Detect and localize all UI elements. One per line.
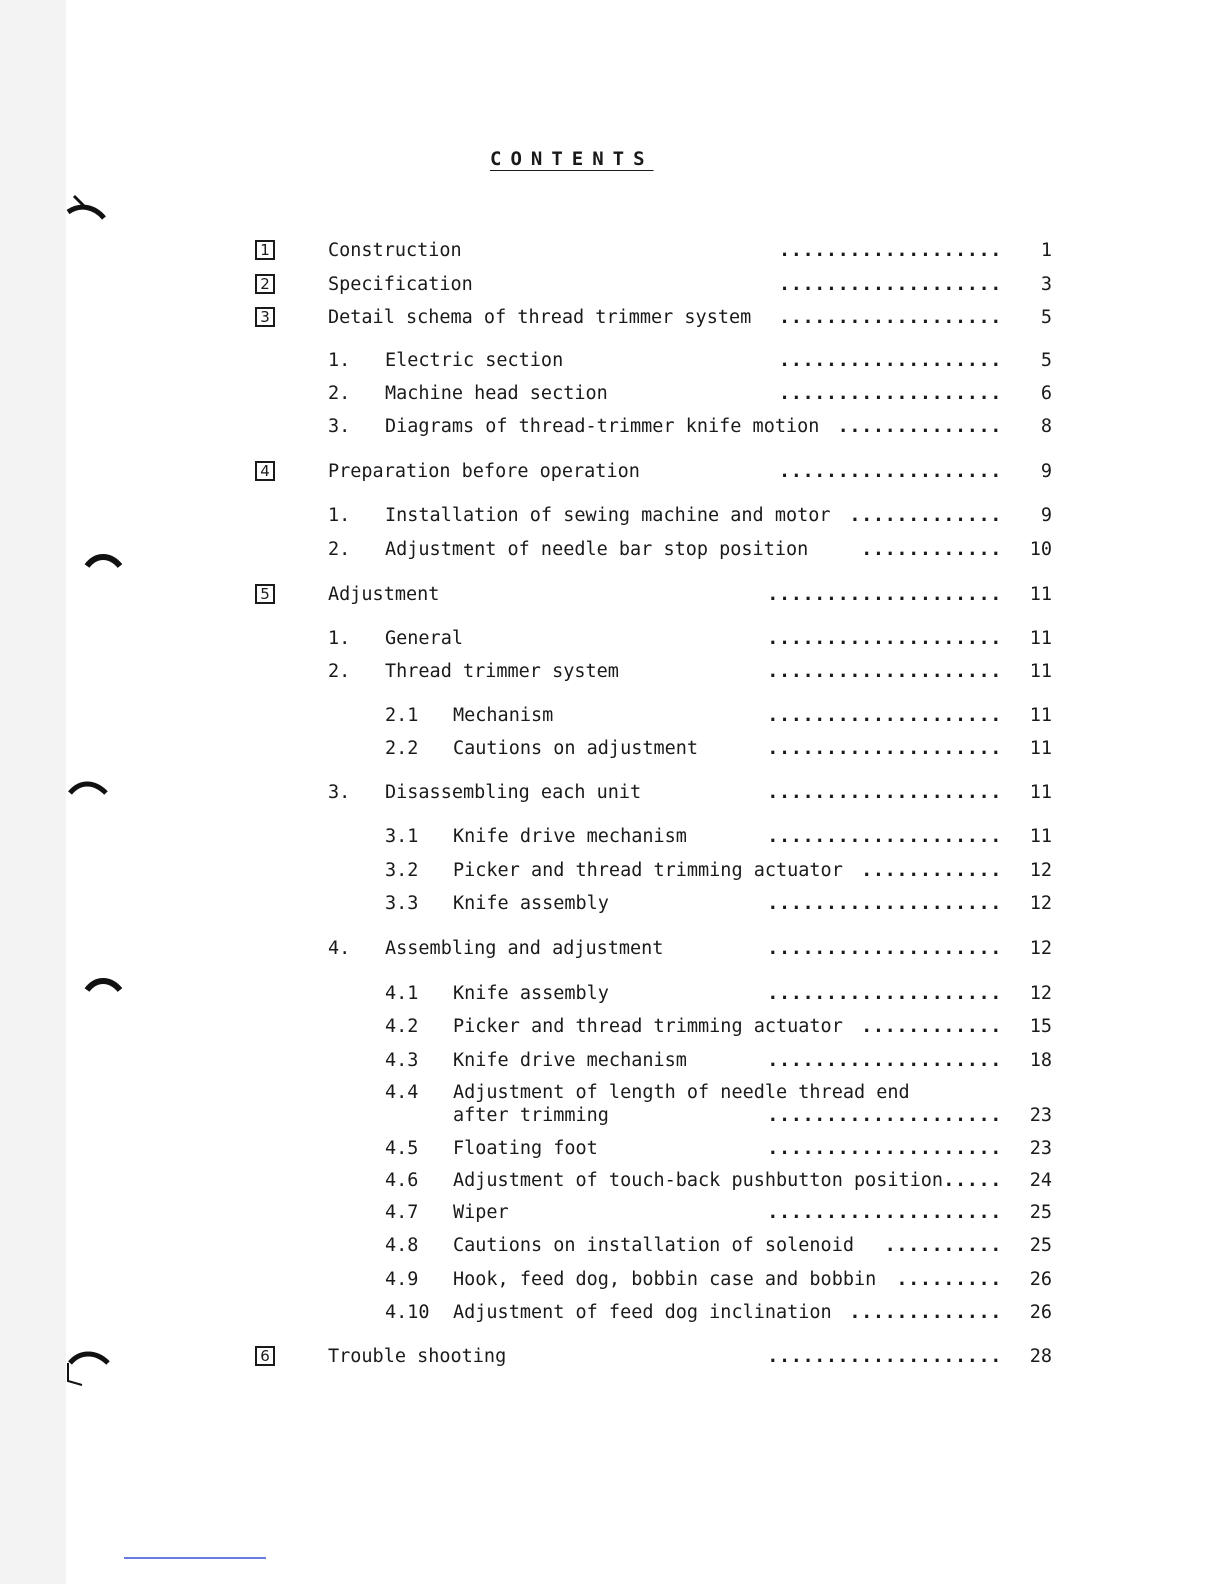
page-number: 5 xyxy=(1040,350,1052,371)
toc-entry xyxy=(0,537,1224,563)
page-number: 3 xyxy=(1040,274,1052,295)
entry-title: after trimming xyxy=(453,1105,609,1126)
dot-leader: ................... xyxy=(778,350,1002,371)
entry-number: 3.2 xyxy=(385,860,419,881)
entry-title: Adjustment of touch-back pushbutton position xyxy=(453,1170,944,1191)
toc-entry xyxy=(0,824,1224,850)
dot-leader: .................... xyxy=(767,1050,1002,1071)
toc-entry xyxy=(0,780,1224,806)
entry-title: Detail schema of thread trimmer system xyxy=(328,307,752,328)
dot-leader: .................... xyxy=(767,1202,1002,1223)
entry-title: Adjustment of needle bar stop position xyxy=(385,539,809,560)
entry-title: Knife drive mechanism xyxy=(453,826,687,847)
entry-title: Disassembling each unit xyxy=(385,782,642,803)
dot-leader: ............ xyxy=(861,1016,1002,1037)
page-number: 8 xyxy=(1040,416,1052,437)
entry-title: Wiper xyxy=(453,1202,509,1223)
toc-entry xyxy=(0,659,1224,685)
page-number: 25 xyxy=(1029,1202,1052,1223)
page-number: 25 xyxy=(1029,1235,1052,1256)
dot-leader: .................... xyxy=(767,584,1002,605)
dot-leader: .................... xyxy=(767,782,1002,803)
entry-title: General xyxy=(385,628,463,649)
page-number: 1 xyxy=(1040,240,1052,261)
entry-number: 1. xyxy=(328,350,351,371)
page-number: 12 xyxy=(1029,938,1052,959)
entry-title: Picker and thread trimming actuator xyxy=(453,860,843,881)
entry-number: 4.1 xyxy=(385,983,419,1004)
toc-entry xyxy=(0,1200,1224,1226)
page-number: 12 xyxy=(1029,983,1052,1004)
dot-leader: .................... xyxy=(767,893,1002,914)
toc-entry xyxy=(0,936,1224,962)
toc-entry xyxy=(0,736,1224,762)
toc-entry xyxy=(0,238,1224,264)
entry-number: 3. xyxy=(328,416,351,437)
toc-entry xyxy=(0,703,1224,729)
entry-title: Adjustment xyxy=(328,584,440,605)
dot-leader: ......... xyxy=(896,1269,1002,1290)
toc-entry xyxy=(0,272,1224,298)
page-number: 11 xyxy=(1029,782,1052,803)
page-number: 9 xyxy=(1040,505,1052,526)
entry-number: 3. xyxy=(328,782,351,803)
dot-leader: .......... xyxy=(884,1235,1002,1256)
toc-entry xyxy=(0,503,1224,529)
page-number: 24 xyxy=(1029,1170,1052,1191)
toc-entry xyxy=(0,1136,1224,1162)
entry-title: Cautions on adjustment xyxy=(453,738,699,759)
page-number: 11 xyxy=(1029,628,1052,649)
toc-entry xyxy=(0,1103,1224,1129)
entry-title: Construction xyxy=(328,240,462,261)
page-title: CONTENTS xyxy=(490,148,654,170)
page-number: 26 xyxy=(1029,1302,1052,1323)
section-number-box: 2 xyxy=(255,274,275,294)
page-number: 5 xyxy=(1040,307,1052,328)
page-number: 11 xyxy=(1029,738,1052,759)
entry-title: Trouble shooting xyxy=(328,1346,507,1367)
dot-leader: .................... xyxy=(767,938,1002,959)
page-number: 18 xyxy=(1029,1050,1052,1071)
dot-leader: .................... xyxy=(767,1346,1002,1367)
entry-title: Specification xyxy=(328,274,473,295)
toc-entry xyxy=(0,414,1224,440)
section-number-box: 6 xyxy=(255,1346,275,1366)
toc-entry xyxy=(0,1300,1224,1326)
entry-title: Knife assembly xyxy=(453,893,609,914)
dot-leader: .................... xyxy=(767,826,1002,847)
entry-number: 1. xyxy=(328,628,351,649)
footer-rule xyxy=(124,1557,266,1559)
toc-entry xyxy=(0,891,1224,917)
entry-number: 2. xyxy=(328,661,351,682)
toc-entry xyxy=(0,1048,1224,1074)
dot-leader: ............ xyxy=(861,539,1002,560)
entry-number: 4.9 xyxy=(385,1269,419,1290)
entry-title: Machine head section xyxy=(385,383,608,404)
entry-number: 4.10 xyxy=(385,1302,430,1323)
page-number: 26 xyxy=(1029,1269,1052,1290)
dot-leader: .................... xyxy=(767,1138,1002,1159)
entry-number: 4. xyxy=(328,938,351,959)
dot-leader: ................... xyxy=(778,240,1002,261)
page-number: 11 xyxy=(1029,705,1052,726)
entry-title: Picker and thread trimming actuator xyxy=(453,1016,843,1037)
entry-title: Cautions on installation of solenoid xyxy=(453,1235,854,1256)
entry-number: 4.4 xyxy=(385,1082,419,1103)
page-number: 23 xyxy=(1029,1138,1052,1159)
page-number: 15 xyxy=(1029,1016,1052,1037)
entry-title: Assembling and adjustment xyxy=(385,938,664,959)
entry-title: Mechanism xyxy=(453,705,554,726)
section-number-box: 5 xyxy=(255,584,275,604)
dot-leader: ............. xyxy=(849,1302,1002,1323)
toc-entry xyxy=(0,459,1224,485)
entry-number: 4.7 xyxy=(385,1202,419,1223)
page-number: 23 xyxy=(1029,1105,1052,1126)
entry-title: Hook, feed dog, bobbin case and bobbin xyxy=(453,1269,877,1290)
toc-entry xyxy=(0,858,1224,884)
page-number: 10 xyxy=(1029,539,1052,560)
dot-leader: ............ xyxy=(861,860,1002,881)
toc-entry xyxy=(0,1014,1224,1040)
toc-entry xyxy=(0,1267,1224,1293)
dot-leader: .............. xyxy=(837,416,1002,437)
toc-entry xyxy=(0,1344,1224,1370)
dot-leader: .................... xyxy=(767,1105,1002,1126)
dot-leader: ..... xyxy=(943,1170,1002,1191)
dot-leader: .................... xyxy=(767,983,1002,1004)
entry-number: 2.2 xyxy=(385,738,419,759)
dot-leader: ............. xyxy=(849,505,1002,526)
entry-title: Adjustment of length of needle thread end xyxy=(453,1082,910,1103)
entry-title: Knife assembly xyxy=(453,983,609,1004)
section-number-box: 4 xyxy=(255,461,275,481)
entry-title: Diagrams of thread-trimmer knife motion xyxy=(385,416,820,437)
entry-number: 2.1 xyxy=(385,705,419,726)
entry-number: 4.3 xyxy=(385,1050,419,1071)
entry-title: Knife drive mechanism xyxy=(453,1050,687,1071)
entry-number: 4.6 xyxy=(385,1170,419,1191)
toc-entry xyxy=(0,348,1224,374)
page-number: 28 xyxy=(1029,1346,1052,1367)
entry-number: 3.1 xyxy=(385,826,419,847)
entry-title: Installation of sewing machine and motor xyxy=(385,505,831,526)
entry-title: Electric section xyxy=(385,350,564,371)
page-number: 11 xyxy=(1029,584,1052,605)
page-number: 12 xyxy=(1029,893,1052,914)
toc-entry xyxy=(0,381,1224,407)
entry-title: Preparation before operation xyxy=(328,461,640,482)
page-number: 11 xyxy=(1029,826,1052,847)
dot-leader: ................... xyxy=(778,307,1002,328)
entry-title: Floating foot xyxy=(453,1138,598,1159)
toc-entry xyxy=(0,626,1224,652)
entry-number: 4.5 xyxy=(385,1138,419,1159)
page-number: 12 xyxy=(1029,860,1052,881)
toc-entry xyxy=(0,1233,1224,1259)
entry-title: Adjustment of feed dog inclination xyxy=(453,1302,832,1323)
dot-leader: .................... xyxy=(767,705,1002,726)
entry-title: Thread trimmer system xyxy=(385,661,619,682)
page-number: 6 xyxy=(1040,383,1052,404)
dot-leader: .................... xyxy=(767,738,1002,759)
dot-leader: ................... xyxy=(778,383,1002,404)
toc-entry xyxy=(0,582,1224,608)
dot-leader: ................... xyxy=(778,461,1002,482)
dot-leader: .................... xyxy=(767,661,1002,682)
entry-number: 4.8 xyxy=(385,1235,419,1256)
entry-number: 3.3 xyxy=(385,893,419,914)
section-number-box: 1 xyxy=(255,240,275,260)
entry-number: 2. xyxy=(328,539,351,560)
page-number: 9 xyxy=(1040,461,1052,482)
toc-entry xyxy=(0,981,1224,1007)
section-number-box: 3 xyxy=(255,307,275,327)
toc-entry xyxy=(0,1168,1224,1194)
dot-leader: .................... xyxy=(767,628,1002,649)
entry-number: 2. xyxy=(328,383,351,404)
entry-number: 4.2 xyxy=(385,1016,419,1037)
dot-leader: ................... xyxy=(778,274,1002,295)
entry-number: 1. xyxy=(328,505,351,526)
page-number: 11 xyxy=(1029,661,1052,682)
toc-entry xyxy=(0,305,1224,331)
